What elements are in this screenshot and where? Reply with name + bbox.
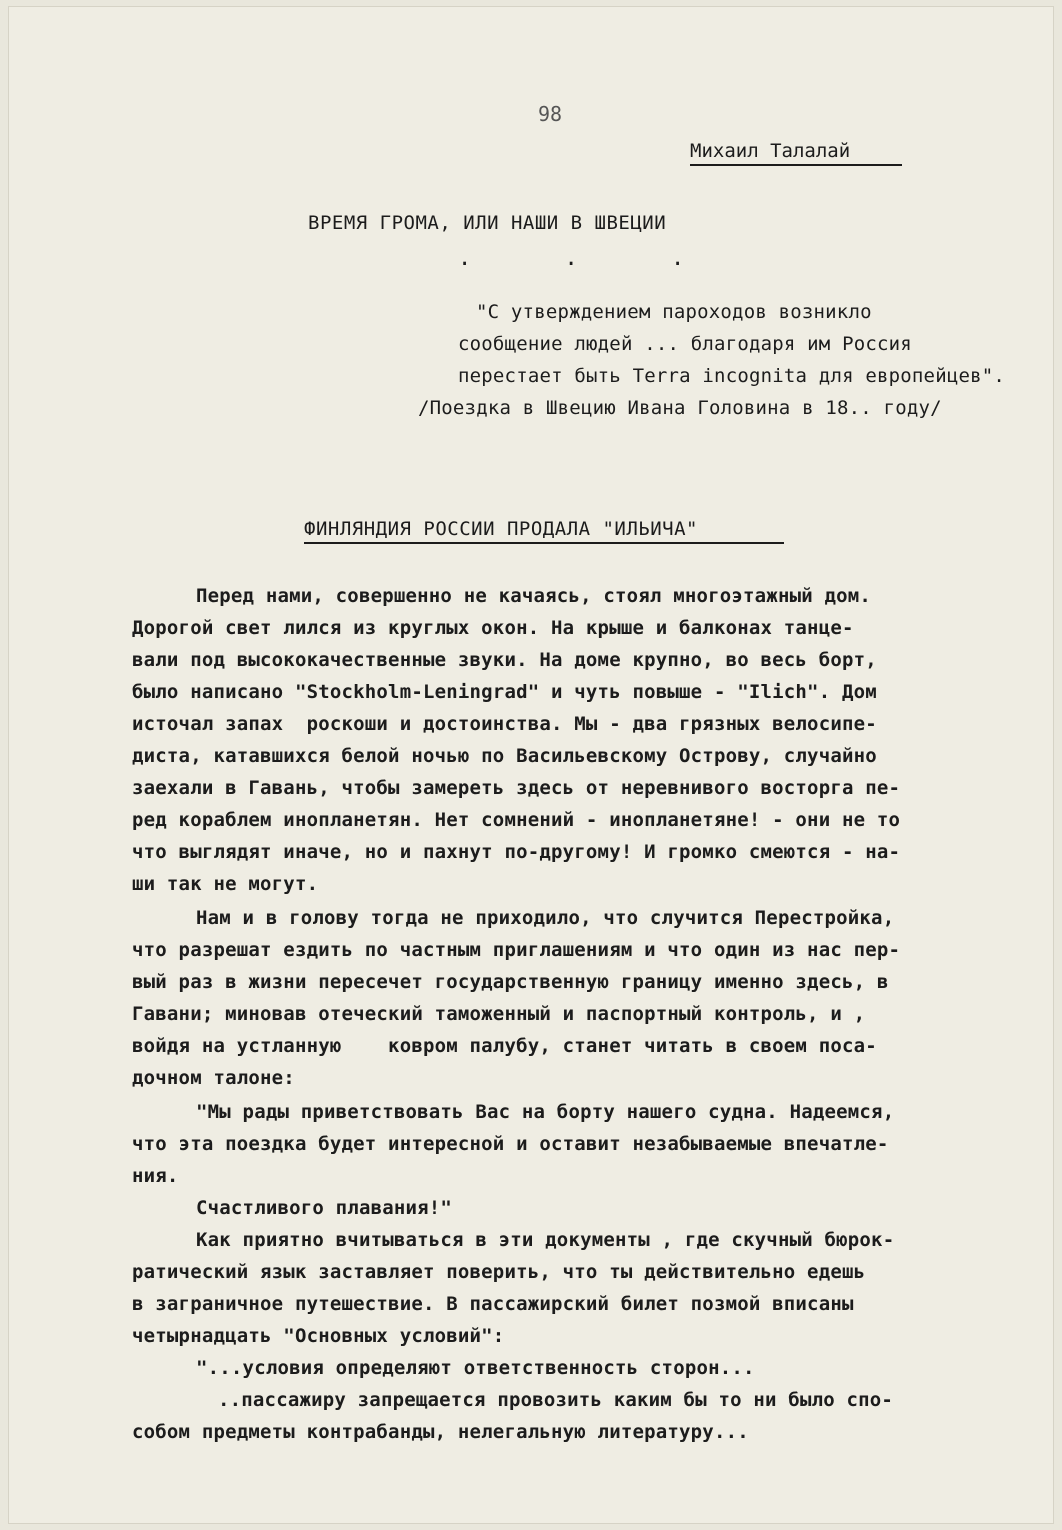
body-line: ратический язык заставляет поверить, что ты действительно едешь [132, 1261, 866, 1283]
body-line: диста, катавшихся белой ночью по Васильевскому Острову, случайно [132, 745, 877, 767]
document-page [8, 6, 1054, 1524]
body-line: источал запах роскоши и достоинства. Мы - два грязных велосипе- [132, 713, 877, 735]
body-line: что разрешат ездить по частным приглашениям и что один из нас пер- [132, 939, 901, 961]
body-line: вали под высококачественные звуки. На доме крупно, во весь борт, [132, 649, 877, 671]
body-line: четырнадцать "Основных условий": [132, 1325, 505, 1347]
body-line: ши так не могут. [132, 873, 319, 895]
body-line: ..пассажиру запрещается провозить каким бы то ни было спо- [218, 1389, 894, 1411]
author-name: Михаил Талалай [690, 140, 851, 162]
body-line: что выглядят иначе, но и пахнут по-другому! И громко смеются - на- [132, 841, 901, 863]
page-number: 98 [538, 102, 563, 126]
body-line: было написано "Stockholm-Leningrad" и чуть повыше - "Ilich". Дом [132, 681, 877, 703]
body-line: Счастливого плавания!" [196, 1197, 453, 1219]
body-line: Перед нами, совершенно не качаясь, стоял многоэтажный дом. [196, 585, 872, 607]
body-line: "...условия определяют ответственность сторон... [196, 1357, 755, 1379]
body-line: в заграничное путешествие. В пассажирский билет позмой вписаны [132, 1293, 854, 1315]
body-line: "Мы рады приветствовать Вас на борту нашего судна. Надеемся, [196, 1101, 895, 1123]
epigraph-line: "С утверждением пароходов возникло [476, 301, 872, 323]
body-line: ния. [132, 1165, 179, 1187]
body-line: войдя на устланную ковром палубу, станет читать в своем поса- [132, 1035, 877, 1057]
body-line: Гавани; миновав отеческий таможенный и паспортный контроль, и , [132, 1003, 866, 1025]
title-dots: . . . [458, 246, 725, 271]
body-line: ред кораблем инопланетян. Нет сомнений - инопланетяне! - они не то [132, 809, 901, 831]
epigraph-line: сообщение людей ... благодаря им Россия [458, 333, 912, 355]
article-title: ВРЕМЯ ГРОМА, ИЛИ НАШИ В ШВЕЦИИ [308, 212, 667, 234]
body-line: заехали в Гавань, чтобы замереть здесь от неревнивого восторга пе- [132, 777, 901, 799]
author-underline [690, 164, 902, 166]
body-line: дочном талоне: [132, 1067, 295, 1089]
body-line: собом предметы контрабанды, нелегальную литературу... [132, 1421, 749, 1443]
body-line: вый раз в жизни пересечет государственную границу именно здесь, в [132, 971, 889, 993]
body-line: Дорогой свет лился из круглых окон. На крыше и балконах танце- [132, 617, 854, 639]
body-line: что эта поездка будет интересной и оставит незабываемые впечатле- [132, 1133, 889, 1155]
heading-underline [304, 542, 784, 544]
epigraph-line: перестает быть Terra incognita для европейцев". [458, 365, 1006, 387]
epigraph-line: /Поездка в Швецию Ивана Головина в 18.. году/ [418, 397, 942, 419]
body-line: Нам и в голову тогда не приходило, что случится Перестройка, [196, 907, 895, 929]
body-line: Как приятно вчитываться в эти документы , где скучный бюрок- [196, 1229, 895, 1251]
section-heading: ФИНЛЯНДИЯ РОССИИ ПРОДАЛА "ИЛЬИЧА" [304, 518, 698, 540]
